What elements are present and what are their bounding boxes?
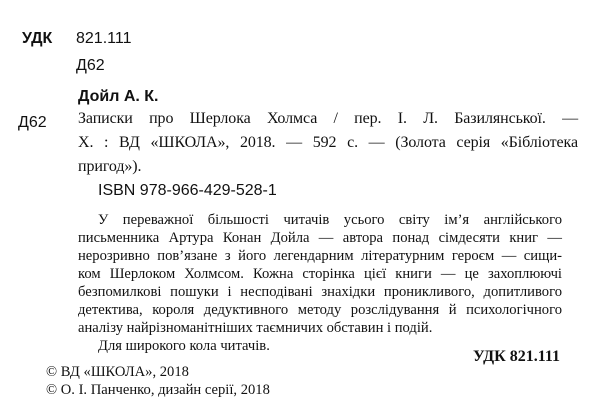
annotation-line: аналізу найрізноманітніших таємничих обставин і подій. (78, 320, 433, 336)
footer-udc: УДК 821.111 (473, 348, 560, 365)
record-title-line: Записки про Шерлока Холмса / пер. І. Л. Базилянської. — (78, 110, 578, 127)
author-heading: Дойл А. К. (78, 88, 159, 105)
annotation-line: детектива, короля дедуктивного методу розслідування й психологічного (78, 302, 562, 318)
udc-code: 821.111 (76, 30, 132, 47)
annotation-line: У переважної більшості читачів усього світу ім’я англійського (98, 212, 562, 228)
annotation-line: письменника Артура Конан Дойла — автора понад сімдесяти книг — (78, 230, 562, 246)
copyright-line: © О. І. Панченко, дизайн серії, 2018 (46, 382, 270, 398)
annotation-line: нерозривно пов’язане з його легендарним літературним героєм — сищи- (78, 248, 562, 264)
udc-label: УДК (22, 30, 53, 47)
audience-note: Для широкого кола читачів. (98, 338, 270, 354)
isbn: ISBN 978-966-429-528-1 (98, 182, 277, 199)
record-publication-line: Х. : ВД «ШКОЛА», 2018. — 592 с. — (Золота серія «Бібліотека (78, 134, 578, 151)
annotation-line: безпомилкові пошуки і несподівані знахідки проникливого, допитливого (78, 284, 562, 300)
copyright-line: © ВД «ШКОЛА», 2018 (46, 364, 189, 380)
annotation-line: ком Шерлоком Холмсом. Кожна сторінка цієї книги — це захоплюючі (78, 266, 562, 282)
udc-cutter: Д62 (76, 57, 105, 74)
record-cutter: Д62 (18, 114, 47, 131)
record-series-line: пригод»). (78, 158, 142, 175)
